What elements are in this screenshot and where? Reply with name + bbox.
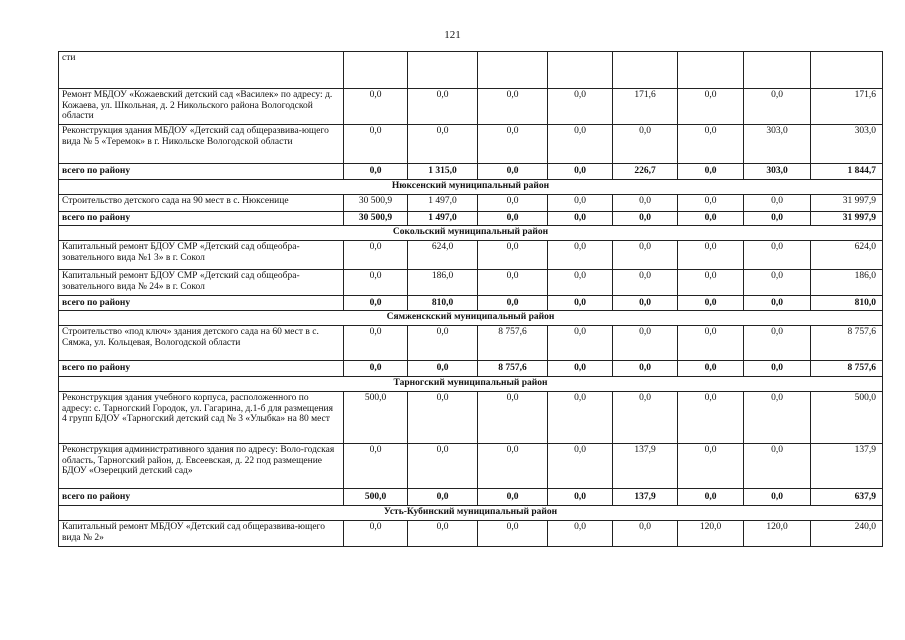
amount-cell: 171,6 [811, 89, 883, 125]
amount-cell: 0,0 [744, 489, 811, 506]
amount-cell: 0,0 [744, 444, 811, 489]
district-name: Сямженскский муниципальный район [59, 311, 883, 326]
amount-cell: 0,0 [548, 521, 613, 547]
district-total-row [59, 489, 883, 506]
amount-cell: 0,0 [548, 326, 613, 361]
amount-cell [478, 52, 548, 89]
amount-cell: 0,0 [678, 241, 744, 270]
amount-cell: 0,0 [478, 270, 548, 296]
amount-cell: 1 497,0 [408, 212, 478, 226]
budget-table [58, 51, 883, 547]
amount-cell: 500,0 [344, 392, 408, 444]
amount-cell: 0,0 [548, 296, 613, 311]
project-name: Реконструкция административного здания по адресу: Воло-годская область, Тарногский район, д. Евсеевская, д. 22 под размещение БДОУ «Озерецкий детский сад» [59, 444, 344, 489]
amount-cell: 0,0 [678, 326, 744, 361]
amount-cell: 0,0 [744, 241, 811, 270]
amount-cell: 0,0 [548, 212, 613, 226]
amount-cell: 1 844,7 [811, 164, 883, 180]
amount-cell: 0,0 [548, 125, 613, 164]
amount-cell: 31 997,9 [811, 212, 883, 226]
amount-cell: 0,0 [613, 195, 678, 212]
amount-cell: 303,0 [744, 164, 811, 180]
amount-cell: 0,0 [613, 270, 678, 296]
district-total-row [59, 361, 883, 377]
amount-cell: 0,0 [344, 444, 408, 489]
amount-cell: 0,0 [744, 296, 811, 311]
amount-cell: 0,0 [408, 326, 478, 361]
project-name: Строительство «под ключ» здания детского сада на 60 мест в с. Сямжа, ул. Кольцевая, Вологодской области [59, 326, 344, 361]
amount-cell: 8 757,6 [811, 326, 883, 361]
total-label: всего по району [59, 296, 344, 311]
amount-cell: 0,0 [408, 125, 478, 164]
amount-cell: 0,0 [613, 125, 678, 164]
amount-cell: 171,6 [613, 89, 678, 125]
amount-cell: 624,0 [811, 241, 883, 270]
amount-cell: 0,0 [678, 444, 744, 489]
total-label: всего по району [59, 361, 344, 377]
amount-cell: 0,0 [344, 270, 408, 296]
district-section-row [59, 180, 883, 195]
amount-cell: 0,0 [548, 489, 613, 506]
amount-cell: 0,0 [613, 326, 678, 361]
district-name: Сокольский муниципальный район [59, 226, 883, 241]
amount-cell: 500,0 [811, 392, 883, 444]
district-name: Тарногский муниципальный район [59, 377, 883, 392]
amount-cell: 0,0 [548, 392, 613, 444]
project-name: Капитальный ремонт МБДОУ «Детский сад общеразвива-ющего вида № 2» [59, 521, 344, 547]
district-section-row [59, 377, 883, 392]
district-section-row [59, 311, 883, 326]
project-row [59, 195, 883, 212]
amount-cell: 0,0 [744, 361, 811, 377]
amount-cell [678, 52, 744, 89]
amount-cell: 0,0 [478, 212, 548, 226]
amount-cell: 0,0 [613, 361, 678, 377]
project-name: Ремонт МБДОУ «Кожаевский детский сад «Василек» по адресу: д. Кожаева, ул. Школьная, д. 2 Никольского района Вологодской области [59, 89, 344, 125]
amount-cell [344, 52, 408, 89]
amount-cell: 1 315,0 [408, 164, 478, 180]
amount-cell: 120,0 [744, 521, 811, 547]
amount-cell: 1 497,0 [408, 195, 478, 212]
page-number: 121 [444, 29, 461, 41]
total-label: всего по району [59, 164, 344, 180]
project-name: Капитальный ремонт БДОУ СМР «Детский сад общеобра-зовательного вида № 24» в г. Сокол [59, 270, 344, 296]
amount-cell: 0,0 [408, 361, 478, 377]
amount-cell: 186,0 [811, 270, 883, 296]
amount-cell: 0,0 [678, 489, 744, 506]
amount-cell: 0,0 [678, 361, 744, 377]
district-total-row [59, 212, 883, 226]
amount-cell: 30 500,9 [344, 195, 408, 212]
amount-cell [744, 52, 811, 89]
district-name: Усть-Кубинский муниципальный район [59, 506, 883, 521]
amount-cell: 0,0 [744, 392, 811, 444]
amount-cell: 0,0 [478, 125, 548, 164]
amount-cell: 0,0 [478, 89, 548, 125]
amount-cell: 0,0 [344, 296, 408, 311]
amount-cell: 0,0 [408, 521, 478, 547]
amount-cell: 637,9 [811, 489, 883, 506]
amount-cell: 0,0 [548, 164, 613, 180]
amount-cell: 624,0 [408, 241, 478, 270]
amount-cell: 810,0 [408, 296, 478, 311]
amount-cell: 0,0 [344, 164, 408, 180]
total-label: всего по району [59, 212, 344, 226]
amount-cell: 0,0 [678, 270, 744, 296]
project-name: Реконструкция здания учебного корпуса, расположенного по адресу: с. Тарногский Городок, ул. Гагарина, д.1-б для размещения 4 групп БДОУ «Тарногский детский сад № 3 «Улыбка» на 80 мест [59, 392, 344, 444]
amount-cell: 0,0 [478, 195, 548, 212]
amount-cell: 31 997,9 [811, 195, 883, 212]
amount-cell: 30 500,9 [344, 212, 408, 226]
project-row [59, 270, 883, 296]
amount-cell: 0,0 [613, 296, 678, 311]
project-name: сти [59, 52, 344, 89]
amount-cell: 0,0 [478, 444, 548, 489]
amount-cell: 8 757,6 [478, 361, 548, 377]
amount-cell: 0,0 [344, 521, 408, 547]
amount-cell [613, 52, 678, 89]
amount-cell: 137,9 [613, 489, 678, 506]
amount-cell: 120,0 [678, 521, 744, 547]
amount-cell: 0,0 [478, 164, 548, 180]
amount-cell: 0,0 [344, 125, 408, 164]
project-row [59, 125, 883, 164]
project-row [59, 241, 883, 270]
project-row [59, 52, 883, 89]
amount-cell: 0,0 [478, 392, 548, 444]
amount-cell: 0,0 [548, 195, 613, 212]
district-section-row [59, 506, 883, 521]
amount-cell: 0,0 [344, 89, 408, 125]
amount-cell: 0,0 [344, 326, 408, 361]
project-row [59, 326, 883, 361]
amount-cell: 500,0 [344, 489, 408, 506]
amount-cell: 8 757,6 [478, 326, 548, 361]
amount-cell: 0,0 [613, 212, 678, 226]
amount-cell [548, 52, 613, 89]
amount-cell: 0,0 [478, 489, 548, 506]
amount-cell: 0,0 [744, 270, 811, 296]
amount-cell: 0,0 [344, 241, 408, 270]
district-total-row [59, 164, 883, 180]
amount-cell: 0,0 [548, 444, 613, 489]
project-name: Реконструкция здания МБДОУ «Детский сад общеразвива-ющего вида № 5 «Теремок» в г. Никольске Вологодской области [59, 125, 344, 164]
project-name: Строительство детского сада на 90 мест в с. Нюксенице [59, 195, 344, 212]
amount-cell: 186,0 [408, 270, 478, 296]
amount-cell: 303,0 [811, 125, 883, 164]
amount-cell: 240,0 [811, 521, 883, 547]
amount-cell: 0,0 [408, 392, 478, 444]
amount-cell: 8 757,6 [811, 361, 883, 377]
amount-cell: 0,0 [613, 392, 678, 444]
project-name: Капитальный ремонт БДОУ СМР «Детский сад общеобра-зовательного вида №1 3» в г. Сокол [59, 241, 344, 270]
amount-cell: 0,0 [548, 241, 613, 270]
amount-cell: 0,0 [613, 521, 678, 547]
amount-cell: 0,0 [678, 212, 744, 226]
amount-cell: 0,0 [548, 361, 613, 377]
project-row [59, 89, 883, 125]
amount-cell: 0,0 [478, 521, 548, 547]
amount-cell: 0,0 [548, 270, 613, 296]
amount-cell: 0,0 [744, 195, 811, 212]
amount-cell: 0,0 [744, 89, 811, 125]
amount-cell: 0,0 [613, 241, 678, 270]
amount-cell: 137,9 [613, 444, 678, 489]
amount-cell: 137,9 [811, 444, 883, 489]
amount-cell: 0,0 [344, 361, 408, 377]
amount-cell: 0,0 [678, 125, 744, 164]
amount-cell [811, 52, 883, 89]
amount-cell [408, 52, 478, 89]
district-name: Нюксенский муниципальный район [59, 180, 883, 195]
amount-cell: 0,0 [744, 326, 811, 361]
amount-cell: 0,0 [744, 212, 811, 226]
project-row [59, 521, 883, 547]
total-label: всего по району [59, 489, 344, 506]
amount-cell: 0,0 [478, 296, 548, 311]
amount-cell: 226,7 [613, 164, 678, 180]
project-row [59, 392, 883, 444]
amount-cell: 810,0 [811, 296, 883, 311]
district-total-row [59, 296, 883, 311]
amount-cell: 0,0 [678, 296, 744, 311]
amount-cell: 0,0 [478, 241, 548, 270]
amount-cell: 0,0 [408, 89, 478, 125]
amount-cell: 0,0 [678, 164, 744, 180]
amount-cell: 303,0 [744, 125, 811, 164]
amount-cell: 0,0 [678, 195, 744, 212]
amount-cell: 0,0 [678, 89, 744, 125]
amount-cell: 0,0 [678, 392, 744, 444]
amount-cell: 0,0 [408, 489, 478, 506]
amount-cell: 0,0 [548, 89, 613, 125]
project-row [59, 444, 883, 489]
amount-cell: 0,0 [408, 444, 478, 489]
district-section-row [59, 226, 883, 241]
